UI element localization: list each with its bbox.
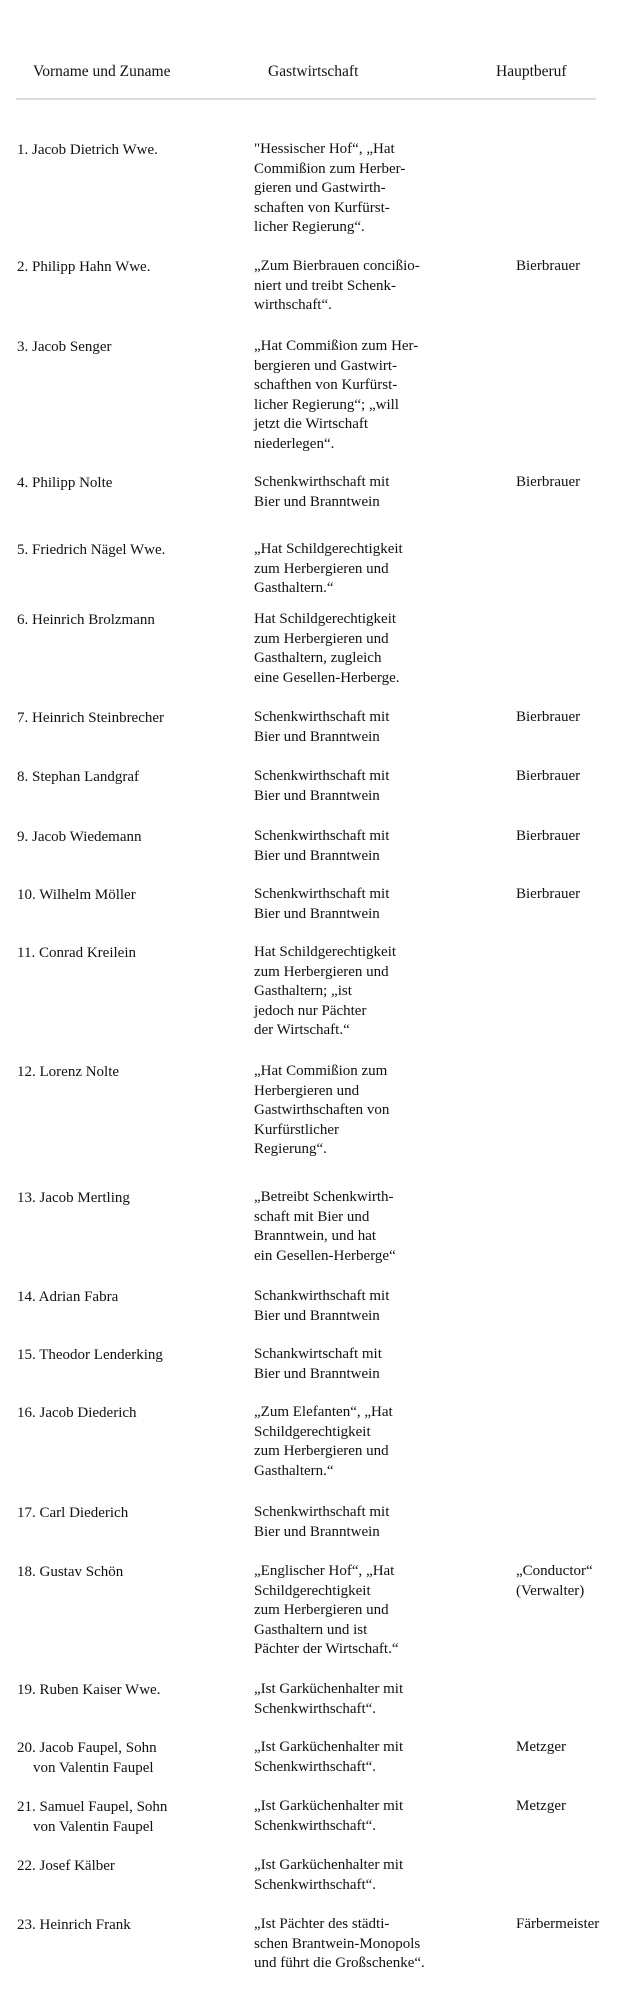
cell-inn: „Ist Pächter des städti- schen Brantwein-Monopols und führt die Großschenke“. [254,1916,425,1972]
person-name: 14. Adrian Fabra [17,1289,119,1305]
cell-inn: „Hat Commißion zum Her- bergieren und Gastwirt- schafthen von Kurfürst- licher Regierung“; „will jetzt die Wirtschaft niederlegen“. [254,338,419,452]
person-name: 1. Jacob Dietrich Wwe. [17,142,158,158]
cell-name [17,610,237,630]
cell-inn: Schenkwirthschaft mit Bier und Branntwein [254,886,390,922]
person-name: 9. Jacob Wiedemann [17,829,142,845]
person-name-continued: von Valentin Faupel [33,1760,154,1776]
person-name: 18. Gustav Schön [17,1564,124,1580]
cell-name [17,1188,237,1208]
cell-occupation: Färbermeister [516,1916,600,1932]
person-name: 8. Stephan Landgraf [17,769,140,785]
cell-name [17,1345,237,1365]
cell-name [17,540,237,560]
cell-inn: „Zum Elefanten“, „Hat Schildgerechtigkeit zum Herbergieren und Gasthaltern.“ [254,1404,393,1479]
column-header-inn: Gastwirtschaft [268,63,359,80]
person-name: 21. Samuel Faupel, Sohn [17,1799,168,1815]
cell-name [17,943,237,963]
cell-inn: Schenkwirthschaft mit Bier und Branntwein [254,474,390,510]
cell-name [17,1287,237,1307]
cell-inn: „Hat Commißion zum Herbergieren und Gastwirthschaften von Kurfürstlicher Regierung“. [254,1063,390,1158]
cell-occupation: Metzger [516,1739,566,1755]
person-name: 22. Josef Kälber [17,1858,115,1874]
cell-occupation: Bierbrauer [516,709,581,725]
cell-inn: Hat Schildgerechtigkeit zum Herbergieren und Gasthaltern; „ist jedoch nur Pächter der Wirtschaft.“ [254,944,397,1039]
person-name: 11. Conrad Kreilein [17,945,136,961]
header-divider [16,98,596,100]
person-name: 17. Carl Diederich [17,1505,129,1521]
cell-occupation: Bierbrauer [516,474,581,490]
person-name: 12. Lorenz Nolte [17,1064,120,1080]
person-name: 6. Heinrich Brolzmann [17,612,155,628]
cell-occupation: Bierbrauer [516,258,581,274]
cell-inn: „Hat Schildgerechtigkeit zum Herbergieren und Gasthaltern.“ [254,541,403,597]
cell-name [17,708,237,728]
cell-name [17,1680,237,1700]
cell-inn: Schenkwirthschaft mit Bier und Branntwein [254,709,390,745]
person-name: 13. Jacob Mertling [17,1190,130,1206]
cell-name [17,767,237,787]
cell-name [17,827,237,847]
person-name: 20. Jacob Faupel, Sohn [17,1740,157,1756]
column-header-occupation: Hauptberuf [496,63,567,80]
person-name: 5. Friedrich Nägel Wwe. [17,542,166,558]
cell-name [17,140,237,160]
cell-occupation: „Conductor“ (Verwalter) [516,1563,593,1599]
person-name: 15. Theodor Lenderking [17,1347,163,1363]
cell-occupation: Bierbrauer [516,886,581,902]
cell-occupation: Bierbrauer [516,768,581,784]
person-name-continued: von Valentin Faupel [33,1819,154,1835]
cell-inn: „Ist Garküchenhalter mit Schenkwirthschaft“. [254,1739,404,1775]
cell-inn: „Ist Garküchenhalter mit Schenkwirthschaft“. [254,1857,404,1893]
cell-name [17,1562,237,1582]
cell-inn: Hat Schildgerechtigkeit zum Herbergieren und Gasthaltern, zugleich eine Gesellen-Herberge. [254,611,400,686]
cell-inn: Schankwirtschaft mit Bier und Branntwein [254,1346,382,1382]
cell-name [17,885,237,905]
cell-inn: „Ist Garküchenhalter mit Schenkwirthschaft“. [254,1798,404,1834]
cell-name [17,337,237,357]
person-name: 7. Heinrich Steinbrecher [17,710,165,726]
cell-name [17,257,237,277]
person-name: 19. Ruben Kaiser Wwe. [17,1682,161,1698]
cell-name [17,1503,237,1523]
cell-inn: Schenkwirthschaft mit Bier und Branntwein [254,828,390,864]
cell-occupation: Bierbrauer [516,828,581,844]
cell-name [17,1062,237,1082]
person-name: 3. Jacob Senger [17,339,112,355]
person-name: 16. Jacob Diederich [17,1405,137,1421]
person-name: 4. Philipp Nolte [17,475,113,491]
cell-inn: „Betreibt Schenkwirth- schaft mit Bier und Branntwein, und hat ein Gesellen-Herberge“ [254,1189,396,1264]
person-name: 2. Philipp Hahn Wwe. [17,259,151,275]
cell-inn: „Zum Bierbrauen concißio- niert und treibt Schenk- wirthschaft“. [254,258,420,314]
cell-name [17,1915,237,1935]
cell-name [17,1856,237,1876]
cell-name [17,1403,237,1423]
cell-inn: Schenkwirthschaft mit Bier und Branntwein [254,1504,390,1540]
cell-name [17,1797,237,1837]
person-name: 10. Wilhelm Möller [17,887,136,903]
cell-inn: „Ist Garküchenhalter mit Schenkwirthschaft“. [254,1681,404,1717]
cell-inn: Schenkwirthschaft mit Bier und Branntwein [254,768,390,804]
cell-inn: Schankwirthschaft mit Bier und Branntwein [254,1288,390,1324]
person-name: 23. Heinrich Frank [17,1917,131,1933]
column-header-name: Vorname und Zuname [33,63,171,80]
cell-inn: „Englischer Hof“, „Hat Schildgerechtigkeit zum Herbergieren und Gasthaltern und ist Pächter der Wirtschaft.“ [254,1563,399,1658]
cell-name [17,473,237,493]
cell-occupation: Metzger [516,1798,566,1814]
cell-inn: "Hessischer Hof“, „Hat Commißion zum Herber- gieren und Gastwirth- schaften von Kurfürst- licher Regierung“. [254,141,406,236]
cell-name [17,1738,237,1778]
